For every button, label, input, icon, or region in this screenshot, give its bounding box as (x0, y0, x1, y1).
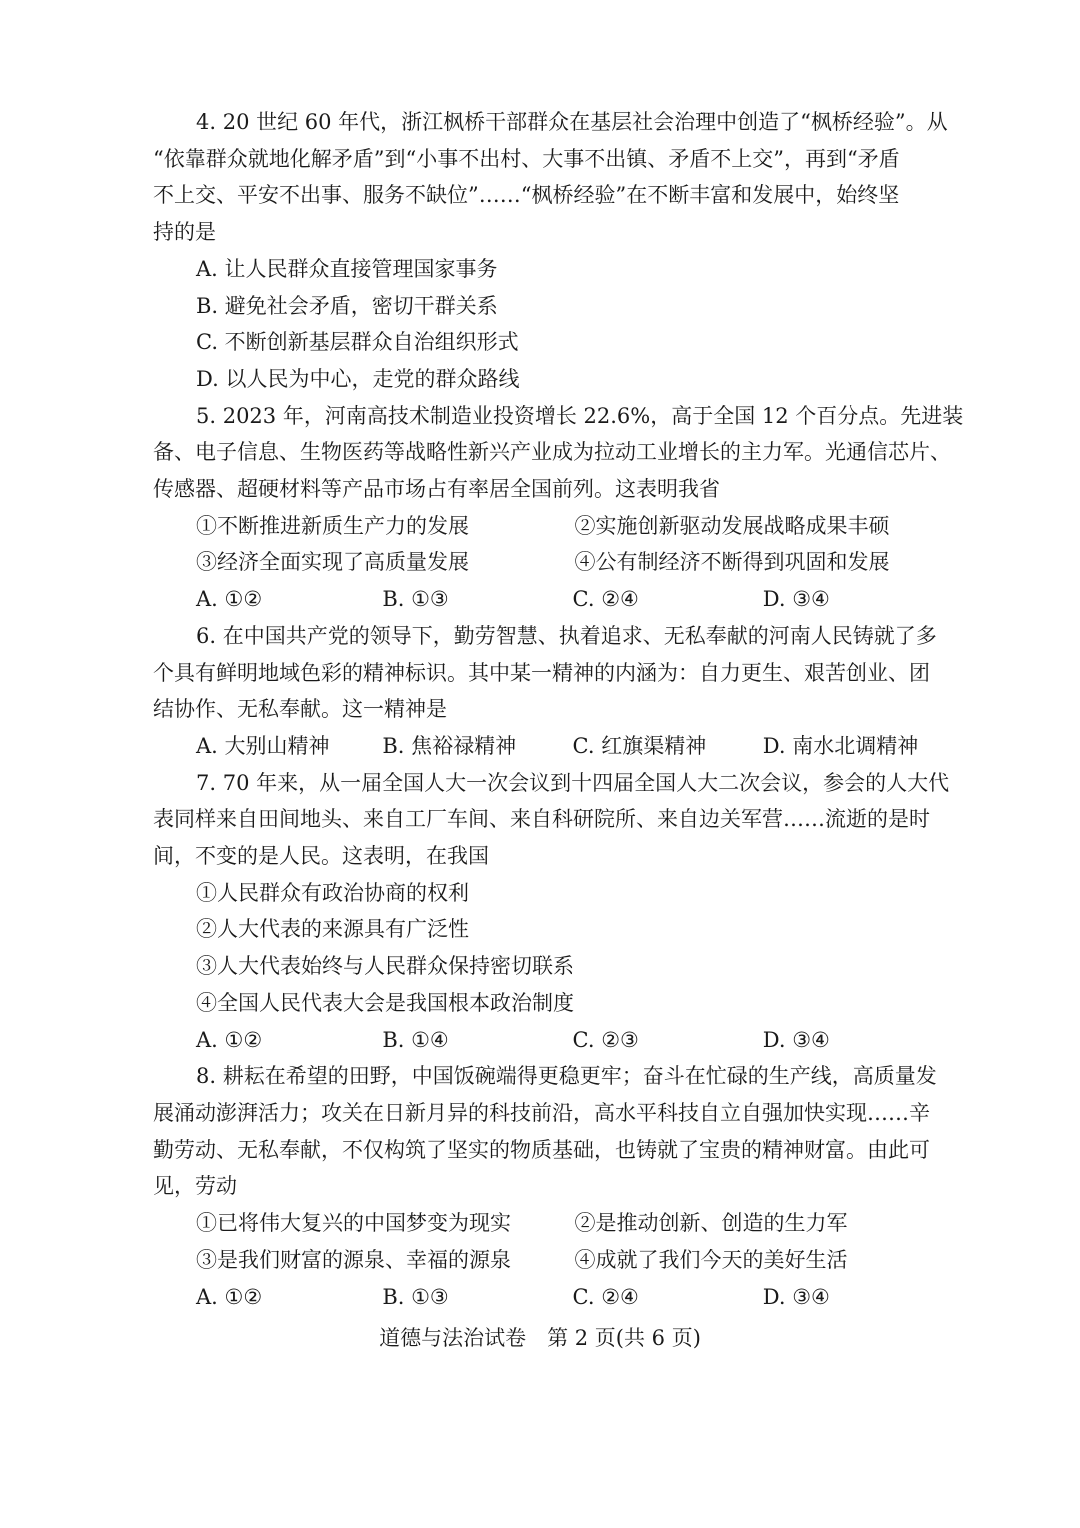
question-6-option-d: D. 南水北调精神 (762, 733, 919, 758)
question-5-statements-row-2 (153, 544, 953, 581)
question-5-statements-row-1 (153, 508, 953, 545)
question-8-line-2: 展涌动澎湃活力；攻关在日新月异的科技前沿，高水平科技自立自强加快实现……辛 (153, 1100, 930, 1125)
question-4-option-d: D. 以人民为中心，走党的群众路线 (196, 366, 520, 391)
question-8 (153, 1058, 953, 1315)
question-6-line-3: 结协作、无私奉献。这一精神是 (153, 697, 447, 722)
question-5 (153, 398, 964, 618)
question-5-statement-1: ①不断推进新质生产力的发展 (196, 513, 469, 538)
question-7-statement-4: ④全国人民代表大会是我国根本政治制度 (196, 990, 574, 1015)
page-footer: 道德与法治试卷 第 2 页(共 6 页) (379, 1326, 701, 1350)
question-7-line-1: 7. 70 年来，从一届全国人大一次会议到十四届全国人大二次会议，参会的人大代 (196, 770, 950, 795)
question-5-statement-2: ②实施创新驱动发展战略成果丰硕 (574, 513, 890, 538)
question-5-statement-3: ③经济全面实现了高质量发展 (196, 550, 469, 575)
question-6-line-2: 个具有鲜明地域色彩的精神标识。其中某一精神的内涵为：自力更生、艰苦创业、团 (153, 660, 930, 685)
question-5-statement-4: ④公有制经济不断得到巩固和发展 (574, 550, 890, 575)
question-7-option-c: C. ②③ (572, 1027, 639, 1052)
question-6-option-b: B. 焦裕禄精神 (382, 733, 517, 758)
question-5-option-d: D. ③④ (762, 587, 830, 612)
question-8-line-1: 8. 耕耘在希望的田野，中国饭碗端得更稳更牢；奋斗在忙碌的生产线，高质量发 (196, 1064, 937, 1089)
question-7-option-d: D. ③④ (762, 1027, 830, 1052)
question-8-option-d: D. ③④ (762, 1284, 830, 1309)
question-4-line-1: 4. 20 世纪 60 年代，浙江枫桥干部群众在基层社会治理中创造了“枫桥经验”。从 (196, 110, 948, 134)
question-8-line-3: 勤劳动、无私奉献，不仅构筑了坚实的物质基础，也铸就了宝贵的精神财富。由此可 (153, 1137, 930, 1162)
question-7 (153, 765, 953, 1059)
question-8-option-c: C. ②④ (572, 1284, 639, 1309)
question-5-option-b: B. ①③ (382, 587, 449, 612)
question-4-line-3: 不上交、平安不出事、服务不缺位”……“枫桥经验”在不断丰富和发展中，始终坚 (153, 183, 900, 208)
question-5-line-2: 备、电子信息、生物医药等战略性新兴产业成为拉动工业增长的主力军。光通信芯片、 (153, 440, 951, 465)
question-5-option-c: C. ②④ (572, 587, 639, 612)
question-7-line-3: 间，不变的是人民。这表明，在我国 (153, 844, 489, 869)
question-7-statement-3: ③人大代表始终与人民群众保持密切联系 (196, 954, 574, 979)
question-4-option-c: C. 不断创新基层群众自治组织形式 (196, 330, 519, 355)
question-6 (153, 618, 953, 765)
question-6-line-1: 6. 在中国共产党的领导下，勤劳智慧、执着追求、无私奉献的河南人民铸就了多 (196, 623, 937, 648)
question-5-option-a: A. ①② (196, 587, 263, 612)
question-4-line-4: 持的是 (153, 220, 216, 245)
question-6-options (153, 728, 953, 765)
question-5-options (153, 581, 953, 618)
question-8-statement-3: ③是我们财富的源泉、幸福的源泉 (196, 1247, 511, 1272)
question-8-line-4: 见，劳动 (153, 1174, 237, 1199)
question-4 (153, 104, 953, 398)
exam-content (153, 104, 964, 1315)
question-4-option-b: B. 避免社会矛盾，密切干群关系 (196, 293, 498, 318)
question-8-statement-4: ④成就了我们今天的美好生活 (574, 1247, 848, 1272)
question-5-line-1: 5. 2023 年，河南高技术制造业投资增长 22.6%，高于全国 12 个百分点。先进装 (196, 403, 964, 428)
question-8-statements-row-1 (153, 1205, 953, 1242)
question-8-option-b: B. ①③ (382, 1284, 449, 1309)
question-7-line-2: 表同样来自田间地头、来自工厂车间、来自科研院所、来自边关军营……流逝的是时 (153, 807, 930, 832)
question-4-line-2: “依靠群众就地化解矛盾”到“小事不出村、大事不出镇、矛盾不上交”，再到“矛盾 (153, 146, 900, 171)
question-7-option-b: B. ①④ (382, 1027, 449, 1052)
question-7-options (153, 1022, 953, 1059)
question-7-statement-2: ②人大代表的来源具有广泛性 (196, 917, 469, 942)
question-8-option-a: A. ①② (196, 1284, 263, 1309)
question-8-options (153, 1279, 953, 1316)
question-6-option-a: A. 大别山精神 (196, 733, 330, 758)
question-8-statement-1: ①已将伟大复兴的中国梦变为现实 (196, 1211, 511, 1236)
question-4-option-a: A. 让人民群众直接管理国家事务 (196, 256, 498, 281)
question-7-statement-1: ①人民群众有政治协商的权利 (196, 880, 469, 905)
question-6-option-c: C. 红旗渠精神 (572, 733, 707, 758)
question-8-statements-row-2 (153, 1242, 953, 1279)
question-8-statement-2: ②是推动创新、创造的生力军 (574, 1211, 848, 1236)
question-5-line-3: 传感器、超硬材料等产品市场占有率居全国前列。这表明我省 (153, 477, 720, 502)
question-7-option-a: A. ①② (196, 1027, 263, 1052)
